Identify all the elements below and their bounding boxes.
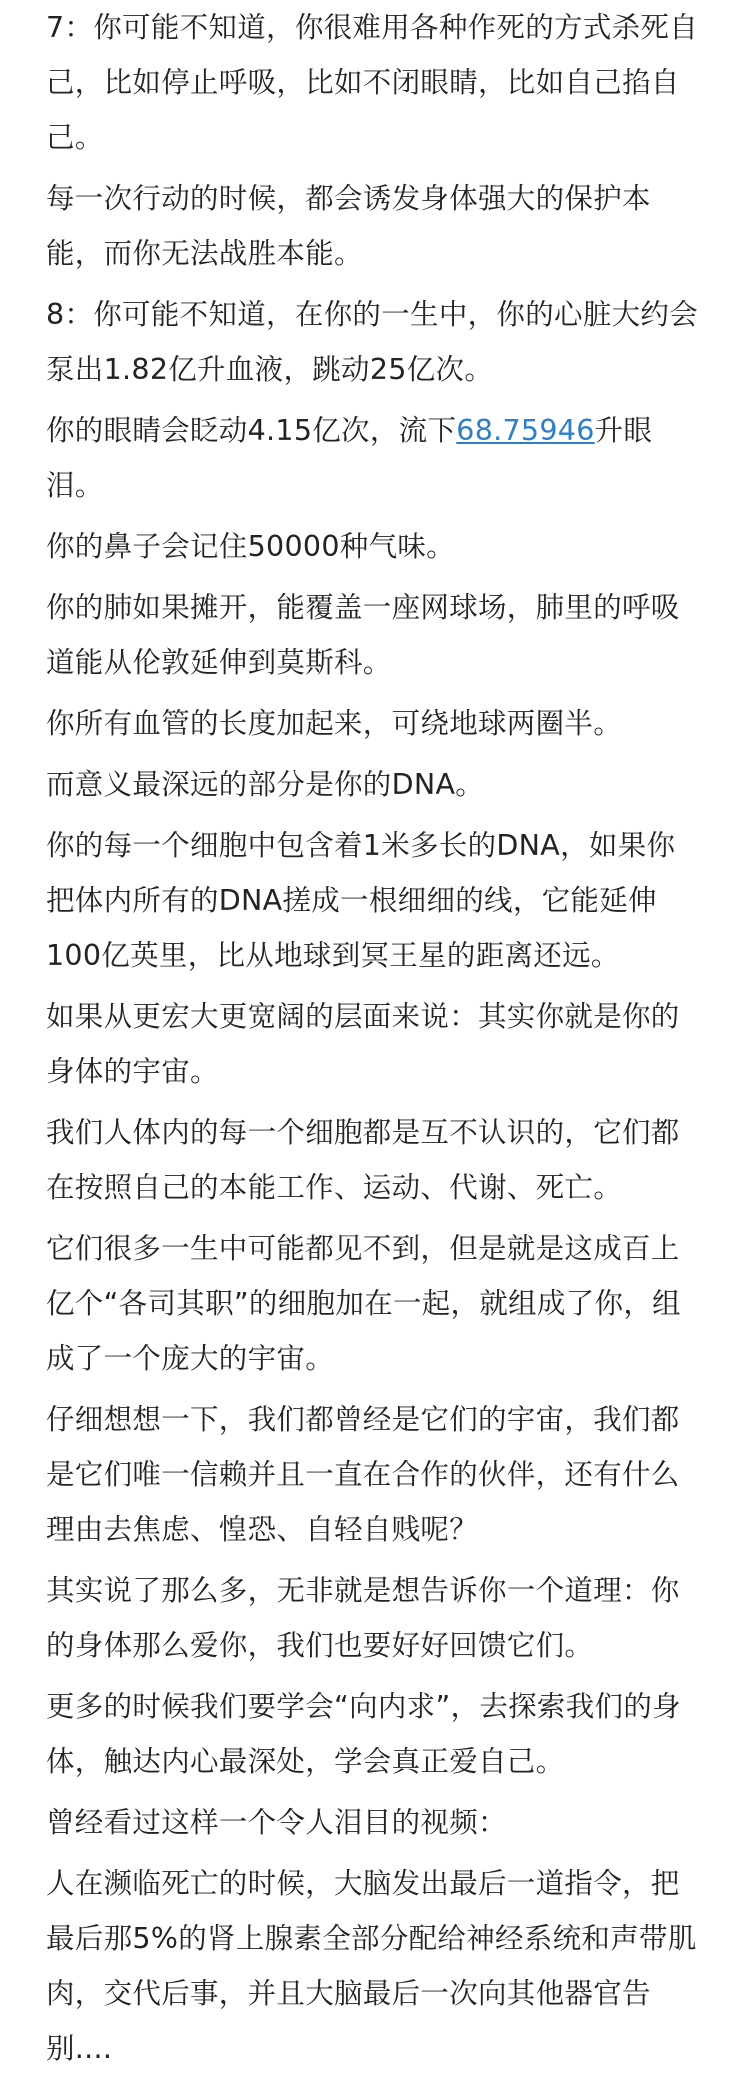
paragraph-fact-8: 8：你可能不知道，在你的一生中，你的心脏大约会泵出1.82亿升血液，跳动25亿次。 [46,298,699,386]
paragraph-vessels: 你所有血管的长度加起来，可绕地球两圈半。 [46,707,623,740]
eyes-text-before: 你的眼睛会眨动4.15亿次，流下 [46,414,457,447]
paragraph-dna-length: 你的每一个细胞中包含着1米多长的DNA，如果你把体内所有的DNA搓成一根细细的线，它能延伸100亿英里，比从地球到冥王星的距离还远。 [46,829,676,972]
paragraph-eyes [46,403,704,513]
paragraph-dying: 人在濒临死亡的时候，大脑发出最后一道指令，把最后那5%的肾上腺素全部分配给神经系统和声带肌肉，交代后事，并且大脑最后一次向其他器官告别.... [46,1867,697,2065]
paragraph-video-intro: 曾经看过这样一个令人泪目的视频： [46,1806,507,1839]
paragraph-conclusion: 其实说了那么多，无非就是想告诉你一个道理：你的身体那么爱你，我们也要好好回馈它们。 [46,1574,680,1662]
number-link[interactable]: 68.75946 [456,414,595,447]
paragraph-cells: 我们人体内的每一个细胞都是互不认识的，它们都在按照自己的本能工作、运动、代谢、死亡。 [46,1116,680,1204]
paragraph-fact-7: 7：你可能不知道，你很难用各种作死的方式杀死自己，比如停止呼吸，比如不闭眼睛，比如自己掐自己。 [46,11,699,154]
paragraph-love-self: 更多的时候我们要学会“向内求”，去探索我们的身体，触达内心最深处，学会真正爱自己。 [46,1690,681,1778]
paragraph-instinct: 每一次行动的时候，都会诱发身体强大的保护本能，而你无法战胜本能。 [46,182,651,270]
paragraph-reflection: 仔细想想一下，我们都曾经是它们的宇宙，我们都是它们唯一信赖并且一直在合作的伙伴，还有什么理由去焦虑、惶恐、自轻自贱呢？ [46,1403,680,1546]
paragraph-dna-intro: 而意义最深远的部分是你的DNA。 [46,768,485,801]
paragraph-universe: 如果从更宏大更宽阔的层面来说：其实你就是你的身体的宇宙。 [46,1000,680,1088]
paragraph-cells-together: 它们很多一生中可能都见不到，但是就是这成百上亿个“各司其职”的细胞加在一起，就组成了你，组成了一个庞大的宇宙。 [46,1232,681,1375]
paragraph-lungs: 你的肺如果摊开，能覆盖一座网球场，肺里的呼吸道能从伦敦延伸到莫斯科。 [46,591,680,679]
paragraph-nose: 你的鼻子会记住50000种气味。 [46,530,455,563]
eyes-text-after: 升眼泪。 [46,414,653,502]
